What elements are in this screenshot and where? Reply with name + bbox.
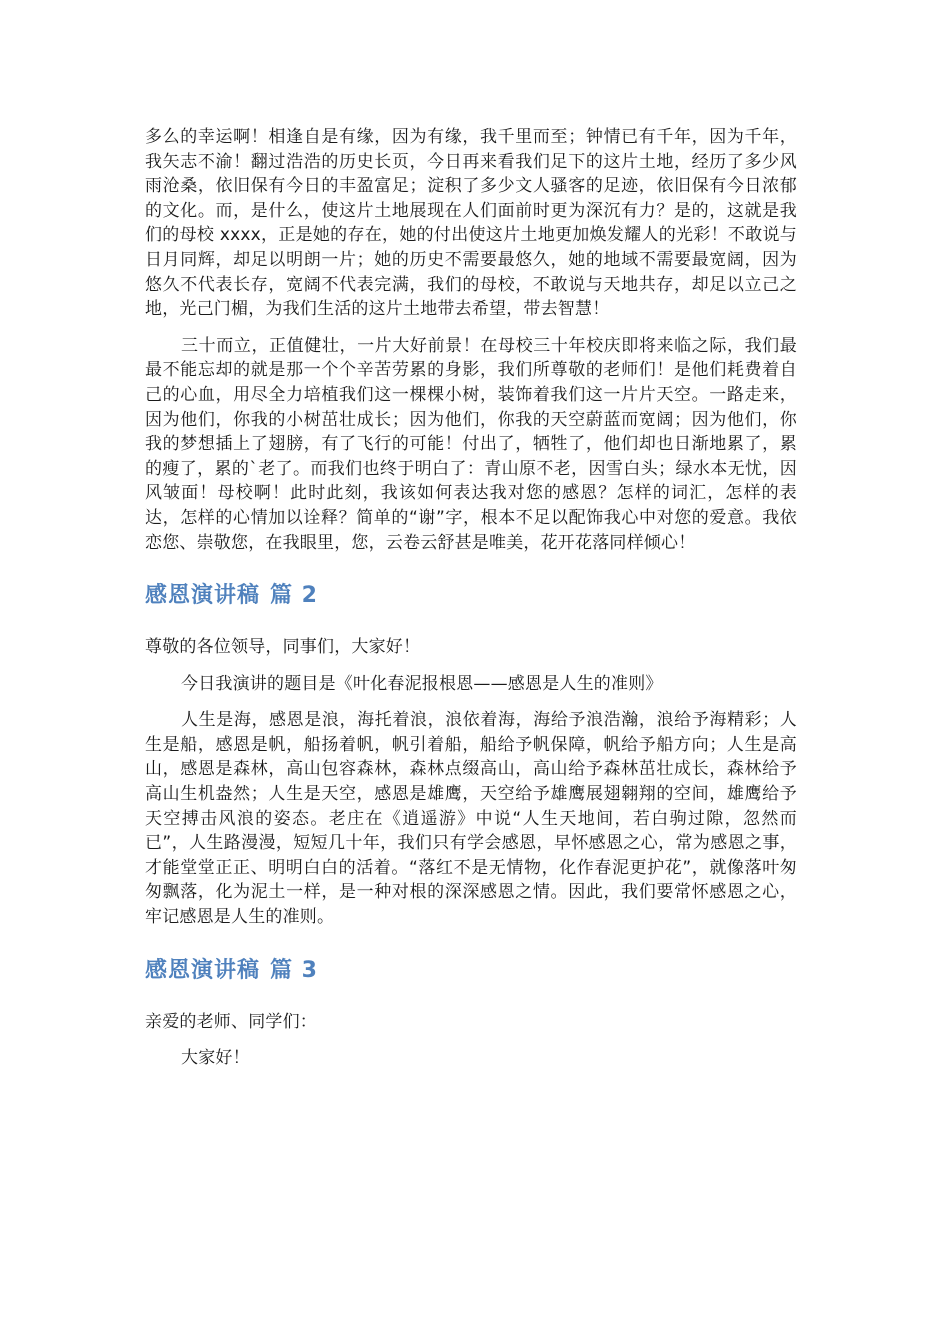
section-heading-number: 篇 3 xyxy=(270,957,318,983)
section-heading-title: 感恩演讲稿 xyxy=(145,583,261,609)
section-heading-title: 感恩演讲稿 xyxy=(145,957,261,983)
speech-topic: 今日我演讲的题目是《叶化春泥报根恩——感恩是人生的准则》 xyxy=(181,673,663,694)
greeting: 亲爱的老师、同学们： xyxy=(145,1011,317,1032)
body-paragraph: 人生是海，感恩是浪，海托着浪，浪依着海，海给予浪浩瀚，浪给予海精彩；人生是船，感恩是帆，船扬着帆，帆引着船，船给予帆保障，帆给予船方向；人生是高山，感恩是森林，高山包容森林，森林点缀高山，高山给予森林茁壮成长，森林给予高山生机盎然；人生是天空，感恩是雄鹰，天空给予雄鹰展翅翱翔的空间，雄鹰给予天空搏击风浪的姿态。老庄在《逍遥游》中说“人生天地间，若白驹过隙，忽然而已”，人生路漫漫，短短几十年，我们只有学会感恩，早怀感恩之心，常为感恩之事，才能堂堂正正、明明白白的活着。“落红不是无情物，化作春泥更护花”，就像落叶匆匆飘落，化为泥土一样，是一种对根的深深感恩之情。因此，我们要常怀感恩之心，牢记感恩是人生的准则。 xyxy=(145,710,797,928)
body-paragraph: 三十而立，正值健壮，一片大好前景！在母校三十年校庆即将来临之际，我们最最不能忘却的就是那一个个辛苦劳累的身影，我们所尊敬的老师们！是他们耗费着自己的心血，用尽全力培植我们这一棵棵小树，装饰着我们这一片片天空。一路走来，因为他们，你我的小树茁壮成长；因为他们，你我的天空蔚蓝而宽阔；因为他们，你我的梦想插上了翅膀，有了飞行的可能！付出了，牺牲了，他们却也日渐地累了，累的瘦了，累的`老了。而我们也终于明白了：青山原不老，因雪白头；绿水本无忧，因风皱面！母校啊！此时此刻，我该如何表达我对您的感恩？怎样的词汇，怎样的表达，怎样的心情加以诠释？简单的“谢”字，根本不足以配饰我心中对您的爱意。我依恋您、崇敬您，在我眼里，您，云卷云舒甚是唯美，花开花落同样倾心！ xyxy=(145,335,797,553)
greeting: 大家好！ xyxy=(181,1048,250,1069)
greeting: 尊敬的各位领导，同事们，大家好！ xyxy=(145,637,421,658)
section-heading xyxy=(145,581,797,611)
body-paragraph: 多么的幸运啊！相逢自是有缘，因为有缘，我千里而至；钟情已有千年，因为千年，我矢志不渝！翻过浩浩的历史长页，今日再来看我们足下的这片土地，经历了多少风雨沧桑，依旧保有今日的丰盈富足；淀积了多少文人骚客的足迹，依旧保有今日浓郁的文化。而，是什么，使这片土地展现在人们面前时更为深沉有力？是的，这就是我们的母校 xxxx，正是她的存在，她的付出使这片土地更加焕发耀人的光彩！不敢说与日月同辉，却足以明朗一片；她的历史不需要最悠久，她的地域不需要最宽阔，因为悠久不代表长存，宽阔不代表完满，我们的母校，不敢说与天地共存，却足以立己之地，光己门楣，为我们生活的这片土地带去希望，带去智慧！ xyxy=(145,127,797,320)
document-page xyxy=(145,125,797,1083)
section-heading-number: 篇 2 xyxy=(270,583,318,609)
section-heading xyxy=(145,956,797,986)
